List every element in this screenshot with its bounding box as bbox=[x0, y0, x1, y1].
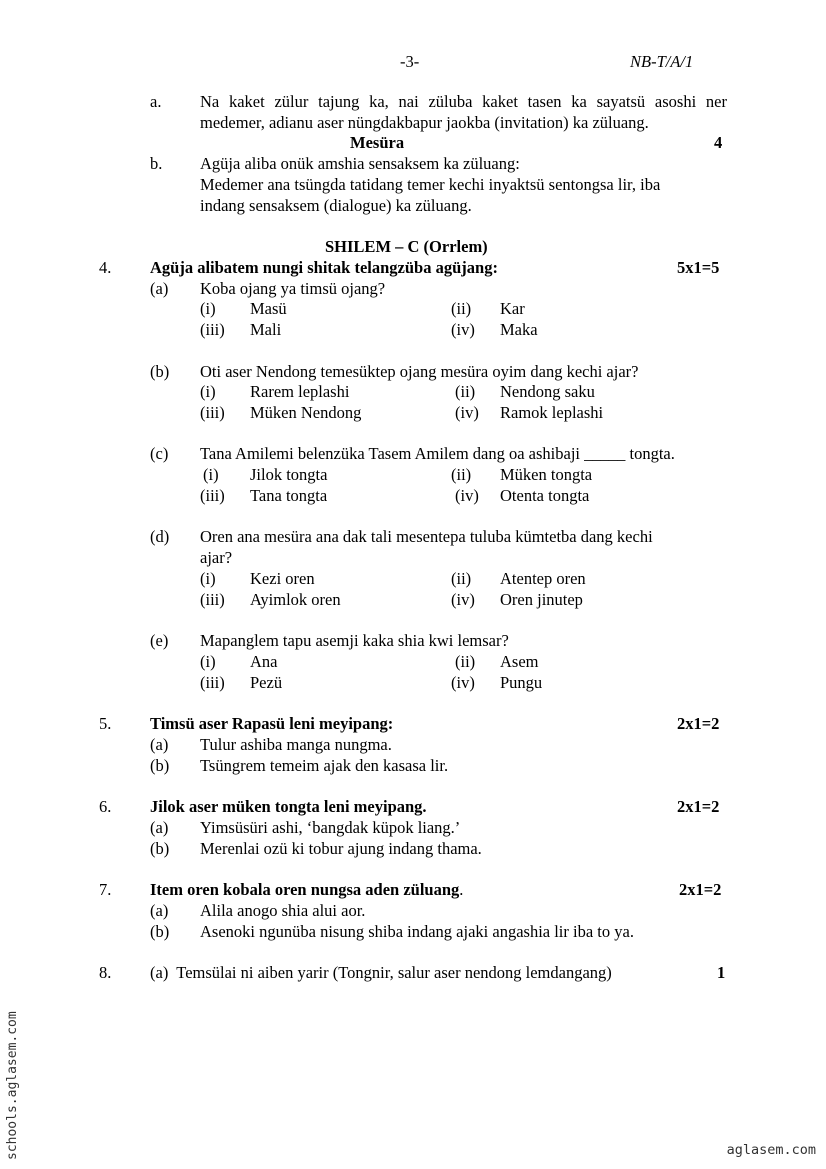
item-label: (a) bbox=[150, 901, 169, 920]
q4-title: Agüja alibatem nungi shitak telangzüba agüjang: bbox=[150, 258, 498, 277]
option-label: (iii) bbox=[200, 590, 225, 609]
option-text: Asem bbox=[500, 652, 539, 671]
q7-number: 7. bbox=[99, 880, 112, 899]
q5-marks: 2x1=2 bbox=[677, 714, 720, 733]
q3b-line1: Agüja aliba onük amshia sensaksem ka züluang: bbox=[200, 154, 520, 173]
q3b-label: b. bbox=[150, 154, 163, 173]
option-label: (iii) bbox=[200, 320, 225, 339]
option-text: Kar bbox=[500, 299, 525, 318]
option-text: Pezü bbox=[250, 673, 283, 692]
option-text: Ramok leplashi bbox=[500, 403, 604, 422]
option-label: (ii) bbox=[451, 569, 472, 588]
option-label: (iv) bbox=[451, 673, 475, 692]
option-label: (iii) bbox=[200, 403, 225, 422]
option-text: Otenta tongta bbox=[500, 486, 590, 505]
option-label: (iv) bbox=[455, 486, 479, 505]
option-text: Pungu bbox=[500, 673, 543, 692]
q7-title: Item oren kobala oren nungsa aden züluang bbox=[150, 880, 460, 899]
part-label: (b) bbox=[150, 362, 170, 381]
item-label: (a) bbox=[150, 735, 169, 754]
q8-text: (a) Temsülai ni aiben yarir (Tongnir, salur aser nendong lemdangang) bbox=[150, 963, 612, 982]
option-text: Maka bbox=[500, 320, 538, 339]
mesura-label: Mesüra bbox=[350, 133, 405, 152]
item-text: Tulur ashiba manga nungma. bbox=[200, 735, 392, 754]
q6-title: Jilok aser müken tongta leni meyipang. bbox=[150, 797, 427, 816]
option-text: Oren jinutep bbox=[500, 590, 583, 609]
mesura-marks: 4 bbox=[714, 133, 723, 152]
option-label: (iii) bbox=[200, 486, 225, 505]
option-label: (ii) bbox=[455, 382, 476, 401]
page-number: -3- bbox=[400, 52, 420, 71]
q6-number: 6. bbox=[99, 797, 112, 816]
part-label: (c) bbox=[150, 444, 169, 463]
part-question: Oti aser Nendong temesüktep ojang mesüra oyim dang kechi ajar? bbox=[200, 362, 639, 381]
part-question: Tana Amilemi belenzüka Tasem Amilem dang oa ashibaji _____ tongta. bbox=[200, 444, 675, 463]
q7-title-period: . bbox=[459, 880, 464, 899]
option-text: Ana bbox=[250, 652, 278, 671]
section-title: SHILEM – C (Orrlem) bbox=[325, 237, 488, 256]
q3a-line1: Na kaket zülur tajung ka, nai züluba kaket tasen ka sayatsü asoshi ner bbox=[200, 92, 727, 111]
option-label: (iv) bbox=[451, 590, 475, 609]
item-text: Alila anogo shia alui aor. bbox=[200, 901, 366, 920]
part-label: (e) bbox=[150, 631, 169, 650]
option-label: (i) bbox=[200, 299, 216, 318]
q4-number: 4. bbox=[99, 258, 112, 277]
part-question: Koba ojang ya timsü ojang? bbox=[200, 279, 386, 298]
part-question-cont: ajar? bbox=[200, 548, 233, 567]
q7-marks: 2x1=2 bbox=[679, 880, 722, 899]
q3a-line2: medemer, adianu aser nüngdakbapur jaokba (invitation) ka züluang. bbox=[200, 113, 649, 132]
option-text: Jilok tongta bbox=[250, 465, 328, 484]
option-label: (iii) bbox=[200, 673, 225, 692]
part-question: Oren ana mesüra ana dak tali mesentepa tuluba kümtetba dang kechi bbox=[200, 527, 653, 546]
paper-code: NB-T/A/1 bbox=[630, 52, 694, 71]
option-text: Atentep oren bbox=[500, 569, 586, 588]
option-label: (ii) bbox=[451, 465, 472, 484]
option-text: Ayimlok oren bbox=[250, 590, 341, 609]
option-text: Nendong saku bbox=[500, 382, 595, 401]
option-label: (i) bbox=[200, 652, 216, 671]
option-label: (iv) bbox=[455, 403, 479, 422]
option-text: Tana tongta bbox=[250, 486, 328, 505]
option-text: Müken tongta bbox=[500, 465, 593, 484]
q8-number: 8. bbox=[99, 963, 112, 982]
option-label: (iv) bbox=[451, 320, 475, 339]
option-label: (ii) bbox=[451, 299, 472, 318]
option-text: Kezi oren bbox=[250, 569, 315, 588]
option-text: Müken Nendong bbox=[250, 403, 362, 422]
item-label: (b) bbox=[150, 922, 170, 941]
q6-marks: 2x1=2 bbox=[677, 797, 720, 816]
item-label: (b) bbox=[150, 839, 170, 858]
item-label: (b) bbox=[150, 756, 170, 775]
option-label: (i) bbox=[203, 465, 219, 484]
item-text: Yimsüsüri ashi, ‘bangdak küpok liang.’ bbox=[200, 818, 461, 837]
part-label: (a) bbox=[150, 279, 169, 298]
option-label: (i) bbox=[200, 382, 216, 401]
q3b-line2: Medemer ana tsüngda tatidang temer kechi inyaktsü sentongsa lir, iba bbox=[200, 175, 661, 194]
option-text: Rarem leplashi bbox=[250, 382, 350, 401]
q8-marks: 1 bbox=[717, 963, 726, 982]
part-label: (d) bbox=[150, 527, 170, 546]
item-text: Asenoki ngunüba nisung shiba indang ajaki angashia lir iba to ya. bbox=[200, 922, 634, 941]
corner-watermark: aglasem.com bbox=[726, 1142, 816, 1158]
q5-number: 5. bbox=[99, 714, 112, 733]
q7-title-line bbox=[150, 880, 463, 900]
q5-title: Timsü aser Rapasü leni meyipang: bbox=[150, 714, 394, 733]
item-text: Tsüngrem temeim ajak den kasasa lir. bbox=[200, 756, 449, 775]
option-text: Masü bbox=[250, 299, 287, 318]
item-label: (a) bbox=[150, 818, 169, 837]
q3b-line3: indang sensaksem (dialogue) ka züluang. bbox=[200, 196, 472, 215]
item-text: Merenlai ozü ki tobur ajung indang thama. bbox=[200, 839, 482, 858]
q3a-label: a. bbox=[150, 92, 162, 111]
q4-marks: 5x1=5 bbox=[677, 258, 720, 277]
option-label: (i) bbox=[200, 569, 216, 588]
side-watermark: schools.aglasem.com bbox=[5, 1011, 20, 1160]
option-label: (ii) bbox=[455, 652, 476, 671]
part-question: Mapanglem tapu asemji kaka shia kwi lemsar? bbox=[200, 631, 509, 650]
option-text: Mali bbox=[250, 320, 282, 339]
